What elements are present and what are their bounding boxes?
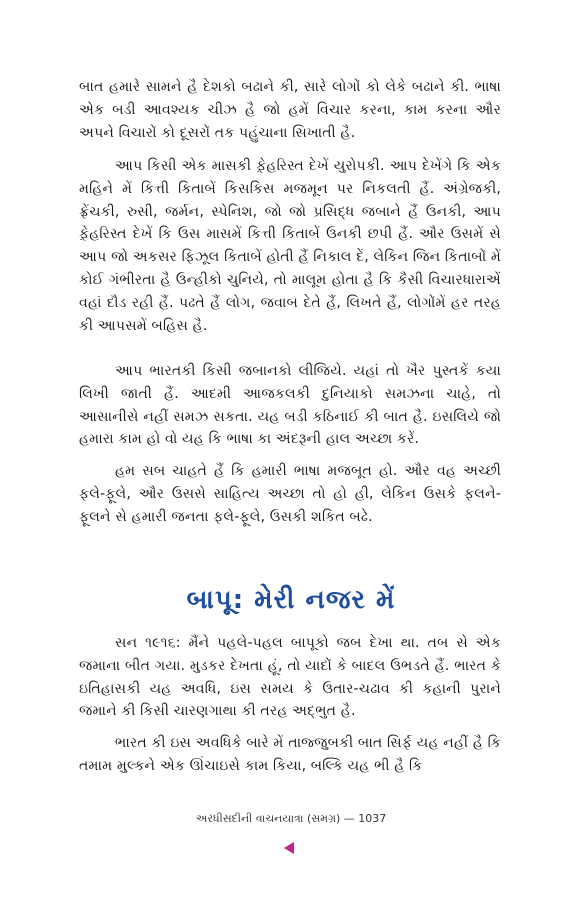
paragraph: સન ૧૯૧૬: મૈંને પહલે-પહલ બાપૂકો જબ દેખા થા. તબ સે એક જમાના બીત ગયા. મુડકર દેખતા હૂં, તો યાદોં કે બાદલ ઉભડતે હૈં. ભારત કે ઇતિહાસકી યહ અવધિ, ઇસ સમય કે ઉતાર-ચઢાવ કી કહાની પુરાને જમાને કી કિસી ચારણગાથા કી તરહ અદ્ભુત હૈ. — [79, 635, 501, 720]
paragraph: ભારત કી ઇસ અવધિકે બારે મેં તાજ્જુબકી બાત સિર્ફ યહ નહીં હૈ કિ તમામ મુલ્કને એક ઊંચાઇસે કામ કિયા, બલ્કિ યહ ભી હૈ કિ — [79, 735, 501, 774]
paragraph: આપ કિસી એક માસકી ફ઼ેહરિસ્ત દેખેં યુરોપકી. આપ દેખેંગે કિ એક મહિને મેં કિત્તી કિતાબેં કિસકિસ મજમૂન પર નિકલતી હૈં. અંગ્રેજકી, ફ્રેંચકી, રુસી, જર્મન, સ્પેનિશ, જો જો પ્રસિદ્ધ જબાને હૈં ઉનકી, આપ ફ઼ેહરિસ્ત દેખેં કિ ઉસ માસમેં કિત્તી કિતાબેં ઉનકી છપી હૈં. ઔર ઉસમેં સે આપ જો અકસર ફિઝૂલ કિતાબેં હોતી હૈં નિકાલ દેં, લેકિન જિન કિતાબોં મેં કોઈ ગંભીરતા હૈ ઉન્હીકો ચુનિયે, તો માલૂમ હોતા હૈ કિ કૈસી વિચારધારાએં વહાં દૌડ રહી હૈં. પઢતે હૈં લોગ, જવાબ દેતે હૈં, લિખતે હૈં, લોગોંમેં હર તરહ કી આપસમેં બહિસ હૈ. — [79, 158, 501, 334]
page-footer: અરધીસદીની વાચનયાત્રા (સમગ્ર) — 1037 — [195, 812, 387, 825]
paragraph: બાત હમારે સામને હૈ દેશકો બઢાને કી, સારે લોગોં કો લેકે બઢાને કી. ભાષા એક બડી આવશ્યક ચીઝ હૈ જો હમેં વિચાર કરના, કામ કરના ઔર અપને વિચારોં કો દૂસરોં તક પહુંચાના સિખાતી હૈ. — [79, 79, 501, 141]
paragraph: આપ ભારતકી કિસી જબાનકો લીજિયે. યહાં તો ખૈર પુસ્તકેં કયા લિખી જાતી હૈં. આદમી આજકલકી દુનિયાકો સમઝના ચાહે, તો આસાનીસે નહીં સમઝ સકતા. યહ બડી કઠિનાઈ કી બાત હૈ. ઇસલિયે જો હમારા કામ હો વો યહ કિ ભાષા કા અંદરૂની હાલ અચ્છા કરેં. — [79, 363, 501, 448]
previous-page-icon[interactable] — [284, 842, 294, 854]
section-heading: બાપૂ: મેરી નજર મેં — [186, 585, 396, 615]
paragraph: હમ સબ ચાહતે હૈં કિ હમારી ભાષા મજબૂત હો. ઔર વહ અચ્છી ફલે-ફૂલે, ઔર ઉસસે સાહિત્ય અચ્છા તો હો હી, લેકિન ઉસકે ફલને-ફૂલને સે હમારી જનતા ફલે-ફૂલે, ઉસકી શકિત બઢે. — [79, 463, 501, 525]
